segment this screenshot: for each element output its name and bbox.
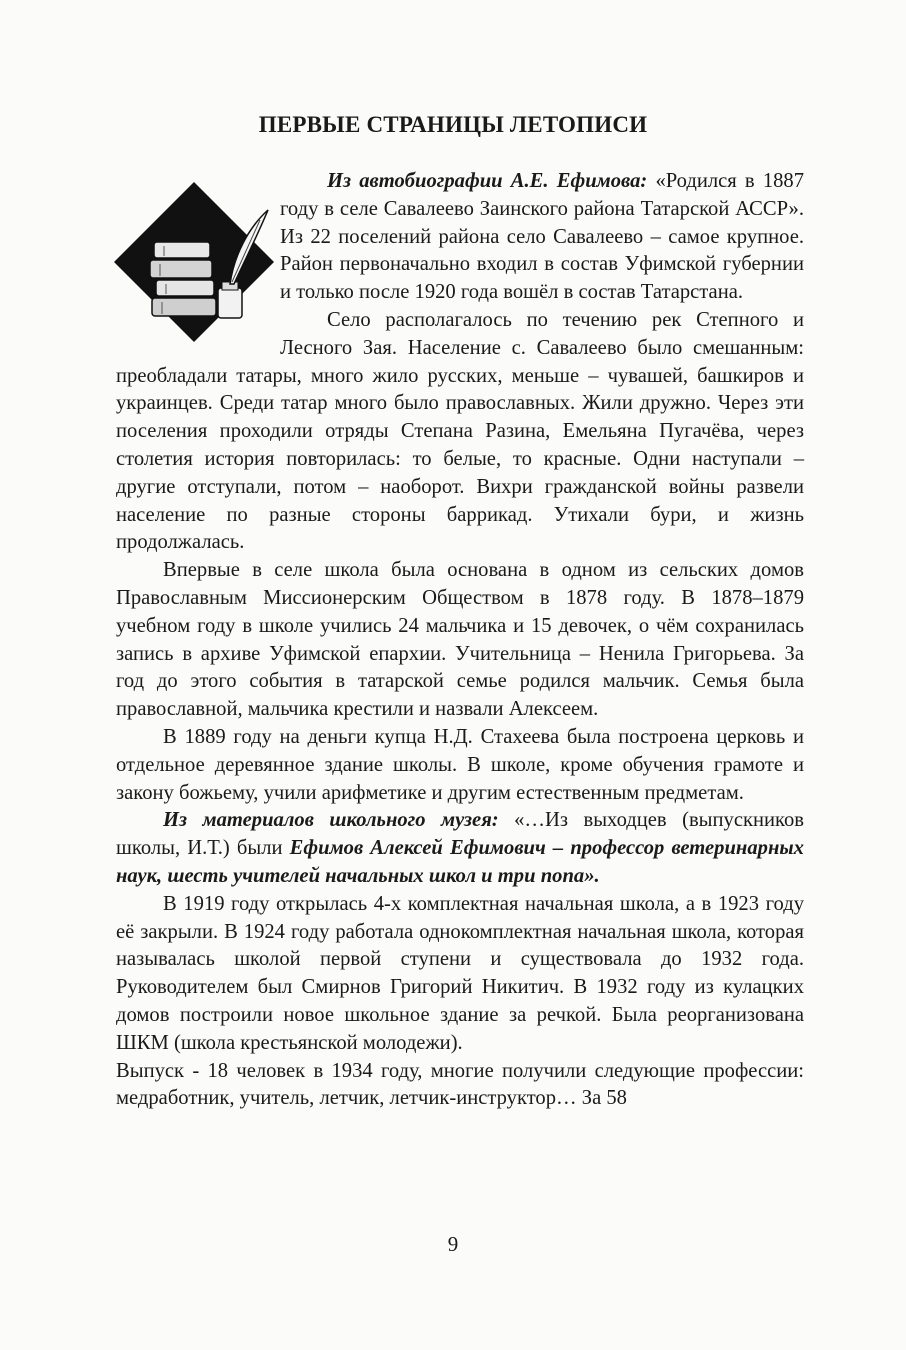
- page-number: 9: [447, 1232, 459, 1256]
- paragraph-church-school: В 1889 году на деньги купца Н.Д. Стахеева была построена церковь и отдельное деревянное здание школы. В школе, кроме обучения грамоте и закону божьему, учили арифметике и другим естественным предметам.: [116, 725, 804, 804]
- lead-autobiography: Из автобиографии А.Е. Ефимова:: [327, 170, 648, 192]
- body-text: [116, 168, 804, 1113]
- lead-museum: Из материалов школьного музея:: [163, 809, 499, 832]
- paragraph-autobiography-text: «Родился в 1887 году в селе Савалеево Заинского района Татарской АССР». Из 22 поселений района село Савалеево – самое крупное. Район первоначально входил в состав Уфимской губернии и только после 1920 года вошёл в состав Татарстана.: [280, 170, 805, 304]
- paragraph-graduates: Выпуск - 18 человек в 1934 году, многие получили следующие профессии: медработник, учитель, летчик, летчик-инструктор… За 58: [116, 1059, 804, 1110]
- page-title: ПЕРВЫЕ СТРАНИЦЫ ЛЕТОПИСИ: [258, 112, 648, 137]
- paragraph-village: Село располагалось по течению рек Степного и Лесного Зая. Население с. Савалеево было смешанным: преобладали татары, много жило русских, меньше – чувашей, башкиров и украинцев. Среди татар много было православных. Жили дружно. Через эти поселения проходили отряды Степана Разина, Емельяна Пугачёва, через столетия история повторилась: то белые, то красные. Одни наступали – другие отступали, потом – наоборот. Вихри гражданской войны развели население по разные стороны баррикад. Утихали бури, и жизнь продолжалась.: [116, 308, 804, 554]
- paragraph-museum-text: «…Из выходцев (выпускников школы, И.Т.) были: [116, 809, 804, 860]
- paragraph-museum: [116, 807, 804, 890]
- paragraph-1919: В 1919 году открылась 4-х комплектная начальная школа, а в 1923 году её закрыли. В 1924 году работала однокомплектная начальная школа, которая называлась школой первой ступени и существовала до 1932 года. Руководителем был Смирнов Григорий Никитич. В 1932 году из кулацких домов построили новое школьное здание за речкой. Была реорганизована ШКМ (школа крестьянской молодежи).: [116, 892, 804, 1054]
- paragraph-museum-bold: Ефимов Алексей Ефимович – профессор ветеринарных наук, шесть учителей начальных школ и три попа».: [116, 837, 804, 887]
- books-and-quill-icon: [108, 176, 280, 348]
- paragraph-first-school: Впервые в селе школа была основана в одном из сельских домов Православным Миссионерским Обществом в 1878 году. В 1878–1879 учебном году в школе учились 24 мальчика и 15 девочек, о чём сохранилась запись в архиве Уфимской епархии. Учительница – Ненила Григорьева. За год до этого события в татарской семье родился мальчик. Семья была православной, мальчика крестили и назвали Алексеем.: [116, 559, 804, 721]
